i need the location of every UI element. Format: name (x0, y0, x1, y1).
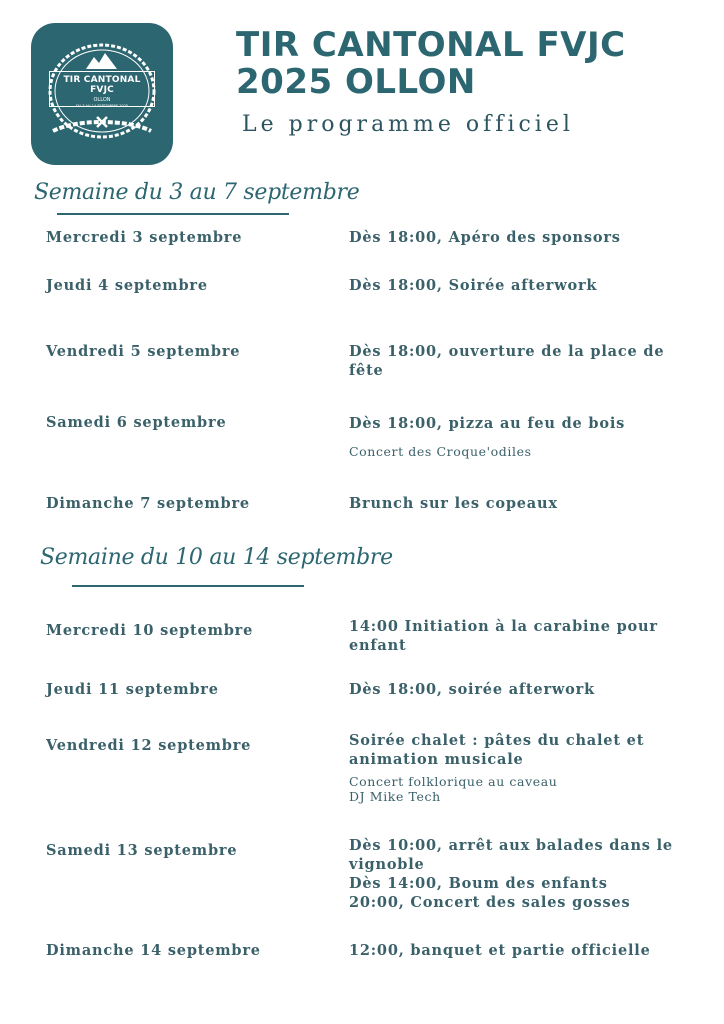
event-text: Dès 18:00, pizza au feu de bois (349, 415, 626, 432)
event-text: Dès 18:00, Apéro des sponsors (349, 229, 621, 246)
page-subtitle: Le programme officiel (242, 112, 574, 137)
event-text: Dès 18:00, ouverture de la place de fête (349, 343, 665, 379)
week-2-divider (72, 585, 304, 587)
logo-place: OLLON (93, 97, 111, 103)
day-label: Jeudi 11 septembre (46, 681, 219, 698)
event-note: Concert des Croque'odiles (349, 444, 532, 459)
event-text: Dès 18:00, Soirée afterwork (349, 277, 598, 294)
day-label: Vendredi 12 septembre (46, 737, 252, 754)
day-label: Dimanche 7 septembre (46, 495, 250, 512)
week-1-divider (57, 213, 289, 215)
title-line-1: TIR CANTONAL FVJC (236, 25, 626, 65)
event-note: DJ Mike Tech (349, 789, 441, 804)
week-1-heading: Semaine du 3 au 7 septembre (34, 180, 360, 205)
logo-label-box (49, 71, 155, 107)
event-text: 12:00, banquet et partie officielle (349, 942, 651, 959)
title-line-2: 2025 OLLON (236, 62, 476, 102)
day-label: Jeudi 4 septembre (46, 277, 208, 294)
event-text: 14:00 Initiation à la carabine pour enfant (349, 618, 658, 654)
event-text: Dès 14:00, Boum des enfants (349, 875, 608, 892)
event-text: 20:00, Concert des sales gosses (349, 894, 631, 911)
day-label: Samedi 6 septembre (46, 414, 227, 431)
page-title (236, 27, 626, 101)
day-label: Dimanche 14 septembre (46, 942, 261, 959)
event-note: Concert folklorique au caveau (349, 774, 558, 789)
logo-title: TIR CANTONAL FVJC (63, 75, 141, 95)
logo-dates: DU 3 AU 14 SEPTEMBRE 2025 (75, 104, 129, 108)
day-label: Mercredi 3 septembre (46, 229, 243, 246)
day-label: Mercredi 10 septembre (46, 622, 254, 639)
event-logo (31, 23, 173, 165)
week-2-heading: Semaine du 10 au 14 septembre (40, 545, 393, 570)
day-label: Samedi 13 septembre (46, 842, 238, 859)
day-label: Vendredi 5 septembre (46, 343, 241, 360)
event-text: Brunch sur les copeaux (349, 495, 558, 512)
event-text: Dès 10:00, arrêt aux balades dans le vignoble (349, 837, 673, 873)
event-text: Soirée chalet : pâtes du chalet et animation musicale (349, 732, 645, 768)
event-text: Dès 18:00, soirée afterwork (349, 681, 595, 698)
